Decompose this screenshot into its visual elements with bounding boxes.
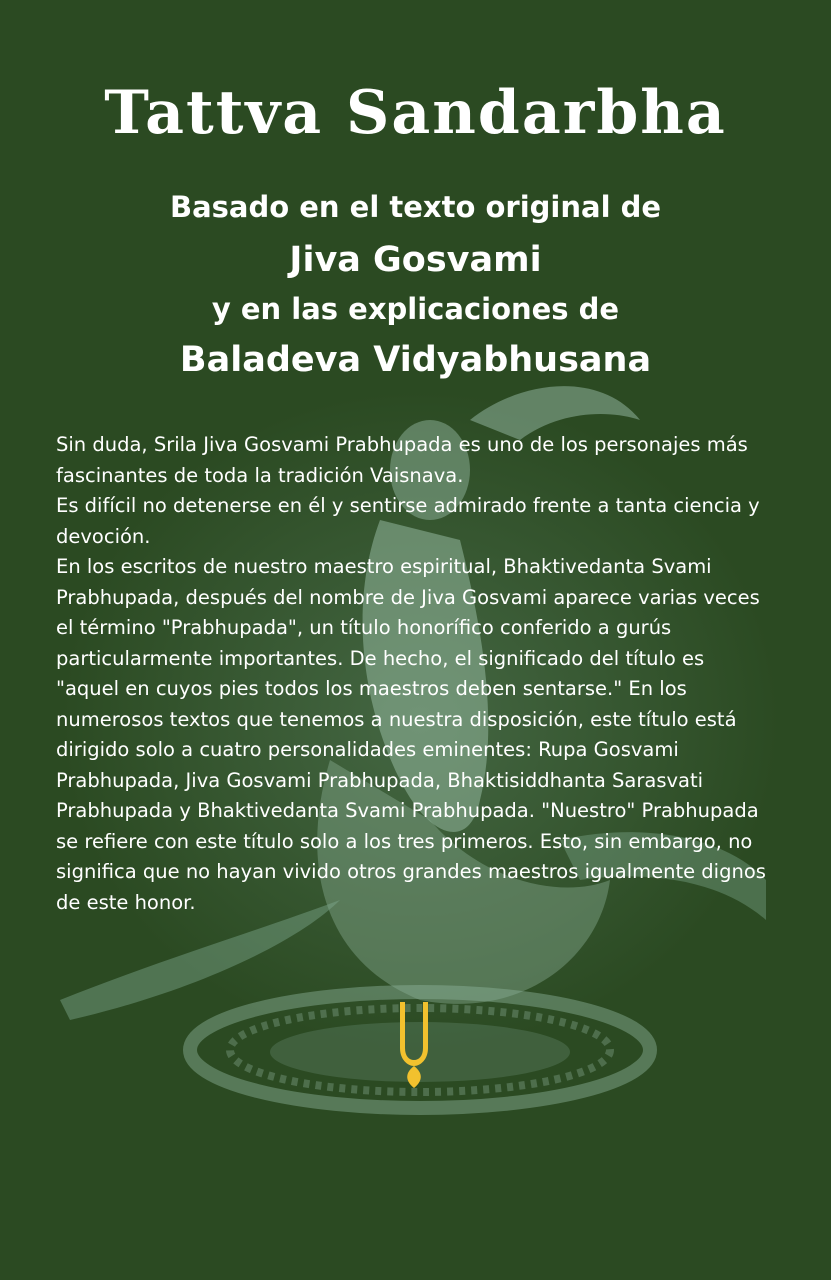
- tilak-icon: [396, 1000, 432, 1090]
- book-title: Tattva Sandarbha: [104, 78, 727, 148]
- subtitle-author: Jiva Gosvami: [289, 240, 542, 280]
- description-paragraph: Es difícil no detenerse en él y sentirse admirado frente a tanta ciencia y devoción.: [56, 494, 760, 548]
- subtitle-commentator: Baladeva Vidyabhusana: [179, 340, 652, 380]
- subtitle-line-based-on: Basado en el texto original de: [169, 190, 662, 224]
- subtitle-line-explanations: y en las explicaciones de: [211, 292, 620, 326]
- description-paragraph: En los escritos de nuestro maestro espiritual, Bhaktivedanta Svami Prabhupada, después del nombre de Jiva Gosvami aparece varias veces el término "Prabhupada", un título honorífico conferido a gurús particularmente importantes. De hecho, el significado del título es "aquel en cuyos pies todos los maestros deben sentarse." En los numerosos textos que tenemos a nuestra disposición, este título está dirigido solo a cuatro personalidades eminentes: Rupa Gosvami Prabhupada, Jiva Gosvami Prabhupada, Bhaktisiddhanta Sarasvati Prabhupada y Bhaktivedanta Svami Prabhupada. "Nuestro" Prabhupada se refiere con este título solo a los tres primeros. Esto, sin embargo, no significa que no hayan vivido otros grandes maestros igualmente dignos de este honor.: [56, 555, 766, 914]
- description-paragraph: Sin duda, Srila Jiva Gosvami Prabhupada es uno de los personajes más fascinantes de toda la tradición Vaisnava.: [56, 433, 748, 487]
- description-text: [56, 430, 766, 918]
